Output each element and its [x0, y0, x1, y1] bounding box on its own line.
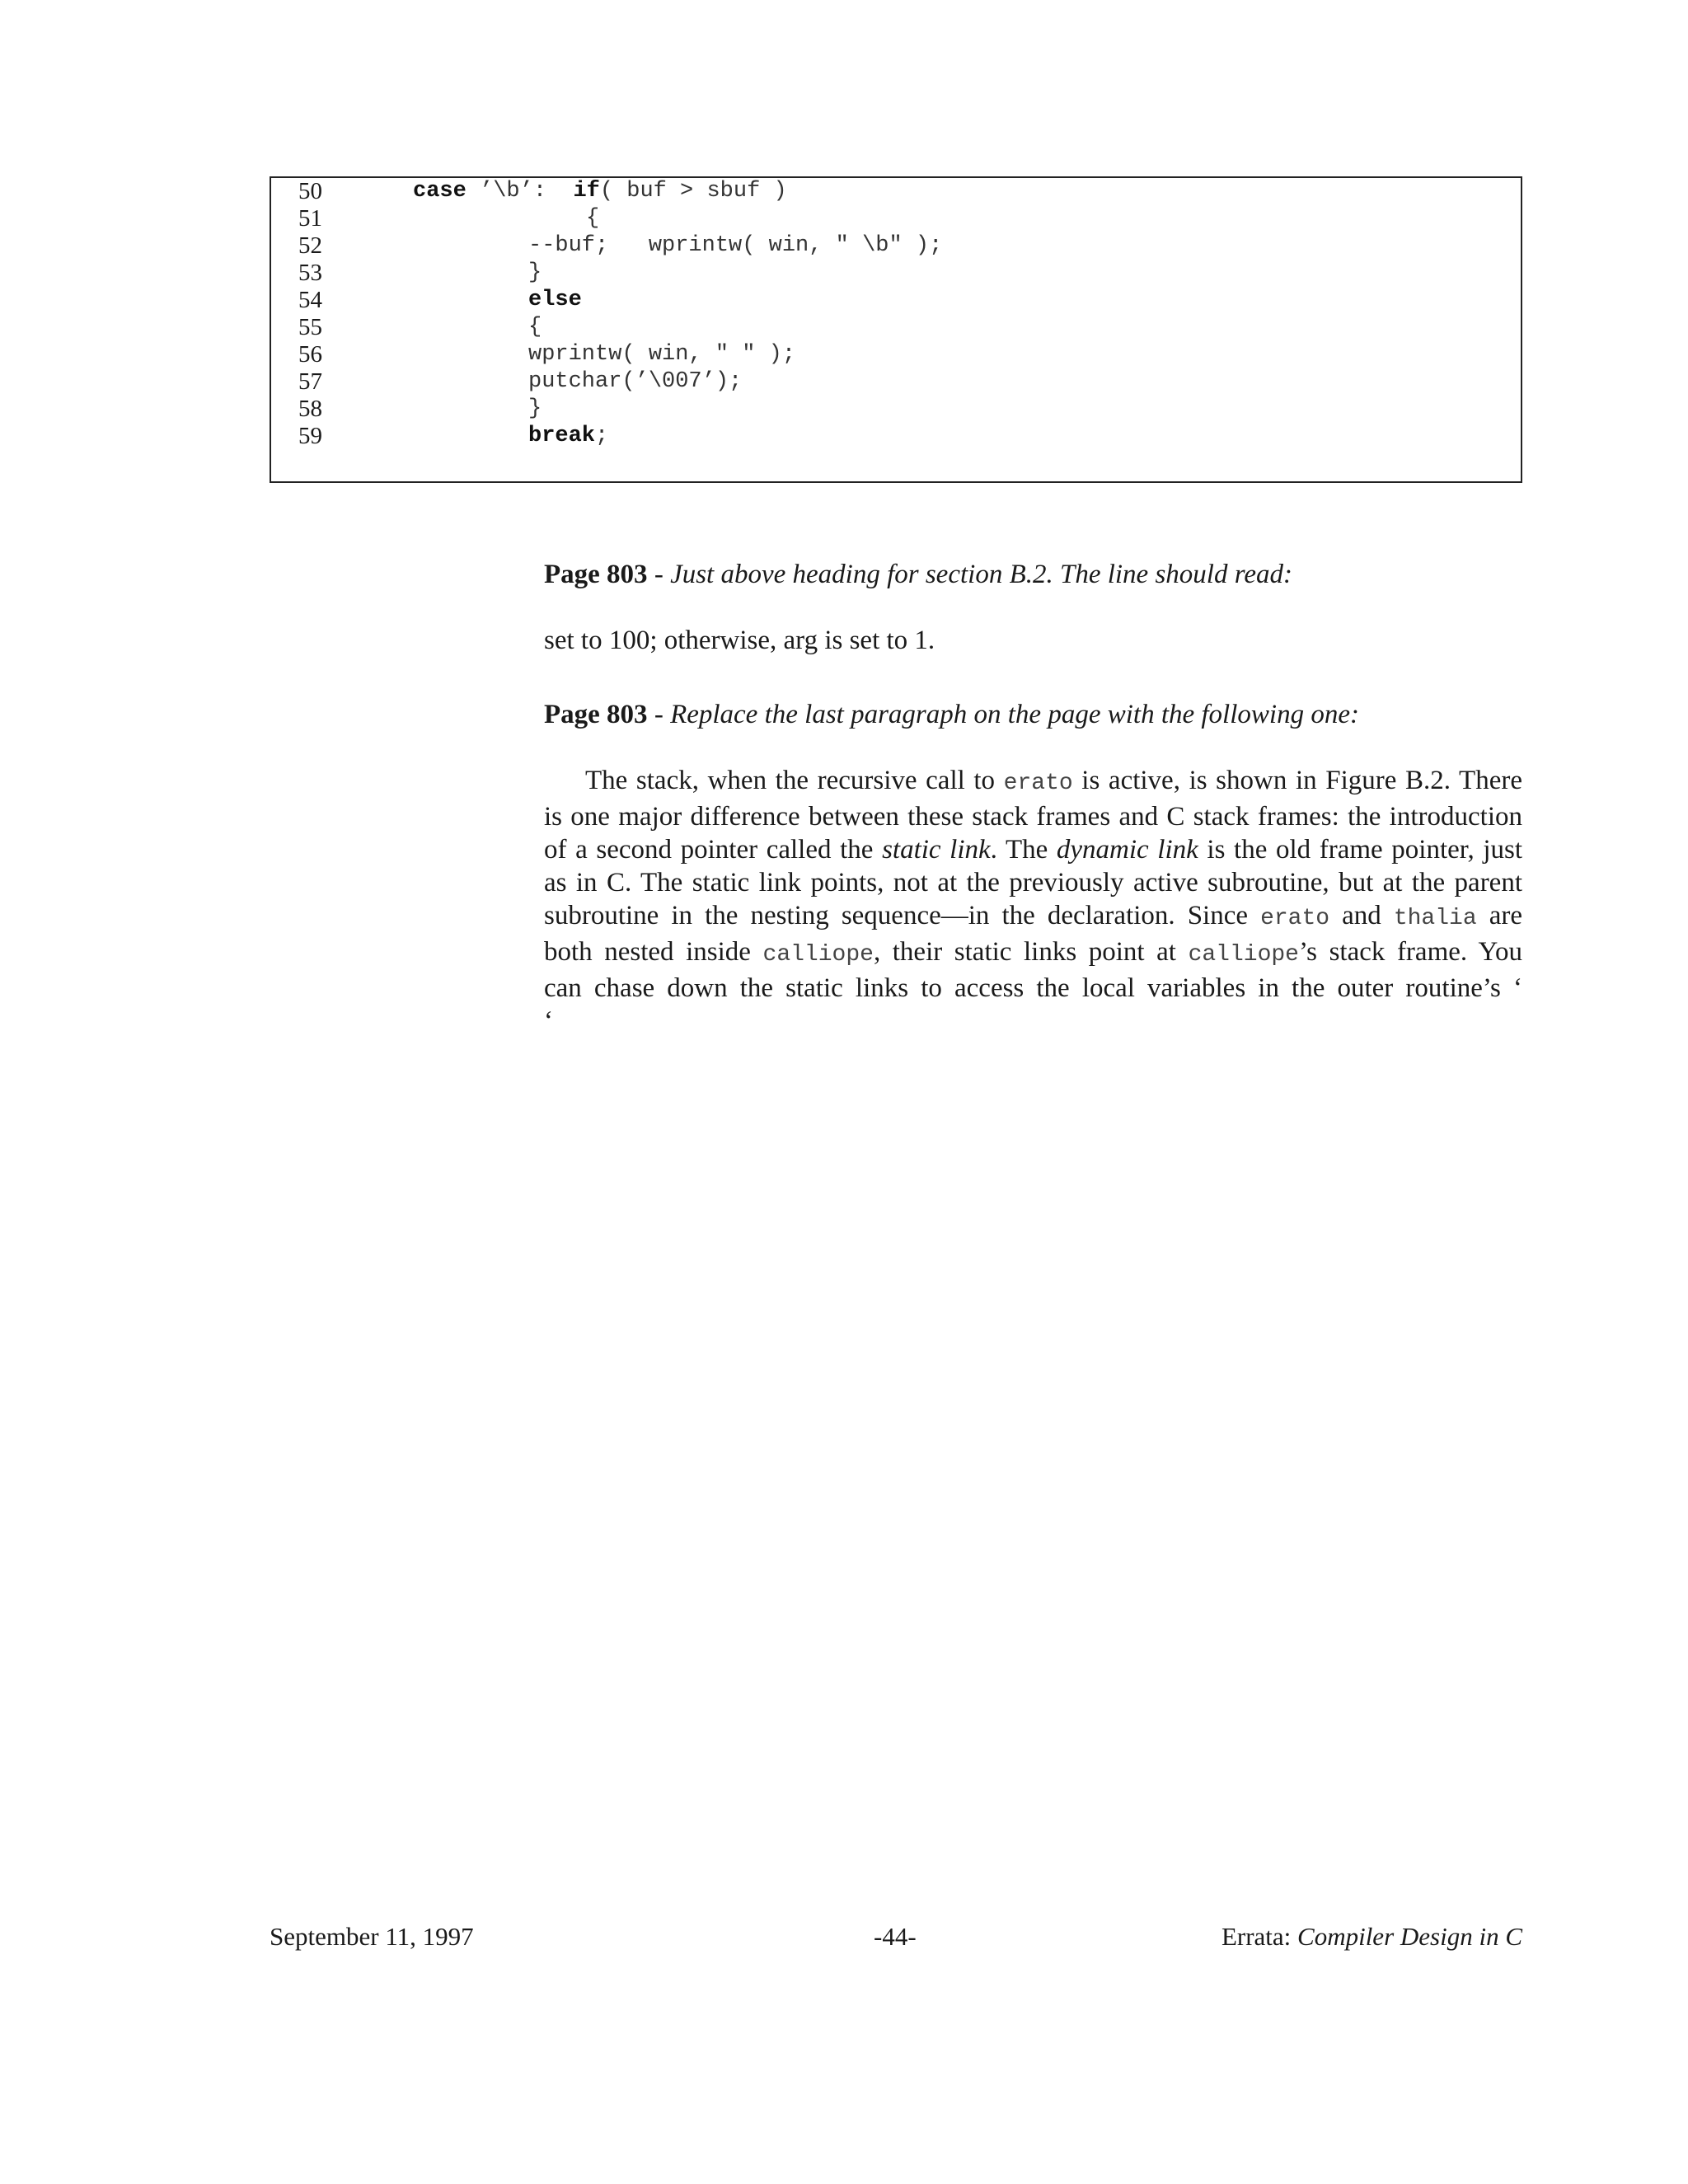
separator: - — [647, 560, 671, 589]
code-text — [528, 232, 942, 260]
code-fragment: --buf; wprintw( win, " \b" ); — [528, 233, 943, 258]
text-run: The stack, when the recursive call to — [585, 766, 1004, 795]
code-text — [413, 178, 787, 205]
code-line — [271, 260, 1521, 287]
line-number: 56 — [298, 341, 322, 368]
text-run: is one major difference between these stack frames and C stack frames: the introduction — [544, 802, 1522, 832]
paragraph-line — [544, 1005, 1522, 1038]
footer-title — [1221, 1920, 1522, 1953]
code-text — [528, 287, 582, 314]
errata-entry-1 — [544, 558, 1522, 591]
code-fragment: wprintw( win, " " ); — [528, 342, 796, 367]
code-line — [271, 314, 1521, 341]
code-identifier: calliope — [1188, 942, 1299, 968]
code-identifier: thalia — [1393, 906, 1477, 931]
text-run: both nested inside — [544, 937, 763, 967]
text-run: of a second pointer called the — [544, 835, 883, 865]
code-line — [271, 396, 1521, 423]
code-line — [271, 232, 1521, 260]
code-fragment: } — [528, 396, 542, 421]
text-run: are — [1476, 901, 1522, 930]
text-run: is the old frame pointer, just — [1198, 835, 1523, 865]
code-fragment: { — [528, 315, 542, 340]
code-text — [586, 205, 599, 232]
code-text — [528, 368, 742, 396]
keyword: if — [573, 179, 600, 204]
paragraph-line — [544, 972, 1522, 1005]
code-line — [271, 205, 1521, 232]
text-run: ‘ — [544, 1006, 553, 1036]
code-fragment: { — [586, 206, 600, 231]
corrected-line — [544, 624, 1522, 657]
line-number: 55 — [298, 314, 322, 340]
page-reference: Page 803 — [544, 700, 648, 729]
text-run: and — [1329, 901, 1394, 930]
code-line — [271, 341, 1521, 368]
line-number: 57 — [298, 368, 322, 395]
footer-title-prefix: Errata: — [1221, 1922, 1298, 1951]
text-run: , their static links point at — [873, 937, 1189, 967]
text-run: ’s stack frame. You — [1298, 937, 1523, 967]
text-run: is active, is shown in Figure B.2. There — [1072, 766, 1522, 795]
errata-instruction: Just above heading for section B.2. The line should read: — [670, 560, 1292, 589]
keyword: else — [528, 288, 582, 312]
code-line — [271, 287, 1521, 314]
text-run: as in C. The static link points, not at the previously active subroutine, but at the parent — [544, 868, 1522, 898]
code-fragment: ( buf > sbuf ) — [599, 179, 787, 204]
paragraph-line — [544, 764, 1522, 800]
line-number: 59 — [298, 423, 322, 449]
text-run: can chase down the static links to access the local variables in the outer routine’s ‘ — [544, 973, 1522, 1003]
code-text — [528, 341, 795, 368]
paragraph-line — [544, 800, 1522, 833]
paragraph-line — [544, 935, 1522, 972]
emphasized-term: static link — [882, 835, 991, 865]
emphasized-term: dynamic link — [1056, 835, 1198, 865]
line-number: 58 — [298, 396, 322, 422]
code-identifier: erato — [1003, 771, 1073, 796]
errata-instruction: Replace the last paragraph on the page with the following one: — [670, 700, 1359, 729]
code-line — [271, 423, 1521, 450]
code-fragment: ; — [595, 424, 609, 448]
code-line — [271, 368, 1521, 396]
paragraph-line — [544, 899, 1522, 935]
keyword: break — [528, 424, 596, 448]
line-number: 53 — [298, 260, 322, 286]
paragraph-line — [544, 833, 1522, 866]
line-number: 52 — [298, 232, 322, 259]
code-fragment: putchar(’\007’); — [528, 369, 743, 394]
footer-book-title: Compiler Design in C — [1297, 1922, 1522, 1951]
line-number: 50 — [298, 178, 322, 204]
line-number: 54 — [298, 287, 322, 313]
code-identifier: erato — [1260, 906, 1330, 931]
code-identifier: calliope — [762, 942, 874, 968]
replacement-paragraph — [544, 764, 1522, 1038]
keyword: case — [413, 179, 467, 204]
footer-page-number: -44- — [874, 1922, 917, 1951]
text-run: . The — [990, 835, 1057, 865]
code-text — [528, 423, 608, 450]
code-listing — [270, 176, 1522, 483]
text-run: subroutine in the nesting sequence—in the declaration. Since — [544, 901, 1261, 930]
line-number: 51 — [298, 205, 322, 232]
errata-entry-2 — [544, 698, 1522, 731]
code-text — [528, 396, 542, 423]
code-line — [271, 178, 1521, 205]
code-text — [528, 260, 542, 287]
code-text — [528, 314, 542, 341]
separator: - — [647, 700, 671, 729]
corrected-text: set to 100; otherwise, arg is set to 1. — [544, 626, 935, 655]
code-fragment: ’\b’: — [466, 179, 574, 204]
code-fragment: } — [528, 260, 542, 285]
paragraph-line — [544, 866, 1522, 899]
page-reference: Page 803 — [544, 560, 648, 589]
footer-date: September 11, 1997 — [270, 1922, 474, 1951]
